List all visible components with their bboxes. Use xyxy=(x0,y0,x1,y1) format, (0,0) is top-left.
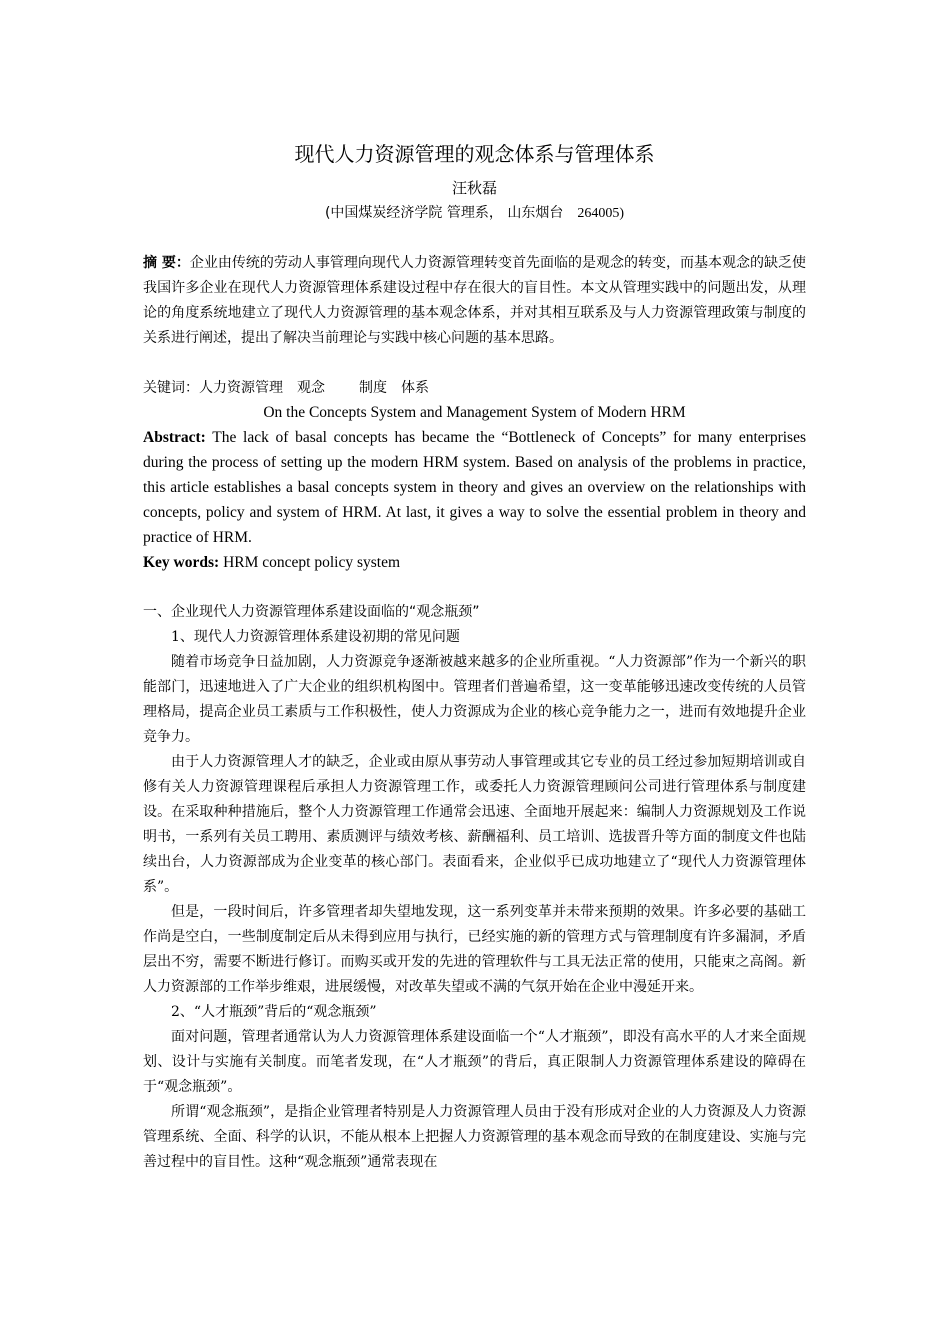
affiliation xyxy=(143,202,806,222)
subsection-1-heading: 1、现代人力资源管理体系建设初期的常见问题 xyxy=(171,629,460,645)
abstract-zh-label: 摘 要： xyxy=(143,255,190,271)
keyword-4: 体系 xyxy=(401,380,429,396)
keyword-2: 观念 xyxy=(297,380,325,396)
section-1-heading: 一、企业现代人力资源管理体系建设面临的“观念瓶颈” xyxy=(143,604,480,620)
postal-code: 264005) xyxy=(577,206,625,221)
paper-title: 现代人力资源管理的观念体系与管理体系 xyxy=(294,142,655,166)
abstract-zh xyxy=(143,251,806,351)
keywords-en xyxy=(143,550,806,575)
paragraph-3: 但是，一段时间后，许多管理者却失望地发现，这一系列变革并未带来预期的效果。许多必要的基础工作尚是空白，一些制度制定后从未得到应用与执行，已经实施的新的管理方式与管理制度有许多漏洞，矛盾层出不穷，需要不断进行修订。而购买或开发的先进的管理软件与工具无法正常的使用，只能束之高阁。新人力资源部的工作举步维艰，进展缓慢，对改革失望或不满的气氛开始在企业中漫延开来。 xyxy=(143,904,806,995)
paragraph-2: 由于人力资源管理人才的缺乏，企业或由原从事劳动人事管理或其它专业的员工经过参加短期培训或自修有关人力资源管理课程后承担人力资源管理工作，或委托人力资源管理顾问公司进行管理体系与制度建设。在采取种种措施后，整个人力资源管理工作通常会迅速、全面地开展起来：编制人力资源规划及工作说明书，一系列有关员工聘用、素质测评与绩效考核、薪酬福利、员工培训、选拔晋升等方面的制度文件也陆续出台，人力资源部成为企业变革的核心部门。表面看来，企业似乎已成功地建立了“现代人力资源管理体系”。 xyxy=(143,754,806,895)
paragraph-4: 面对问题，管理者通常认为人力资源管理体系建设面临一个“人才瓶颈”，即没有高水平的人才来全面规划、设计与实施有关制度。而笔者发现，在“人才瓶颈”的背后，真正限制人力资源管理体系建设的障碍在于“观念瓶颈”。 xyxy=(143,1029,806,1095)
affiliation-text: (中国煤炭经济学院 管理系， 山东烟台 xyxy=(324,205,564,221)
keywords-en-text: HRM concept policy system xyxy=(219,554,401,571)
section-1 xyxy=(143,600,806,1175)
subsection-2-heading: 2、“人才瓶颈”背后的“观念瓶颈” xyxy=(171,1004,377,1020)
keywords-en-label: Key words: xyxy=(143,554,220,571)
keyword-1: 人力资源管理 xyxy=(199,380,283,396)
abstract-en xyxy=(143,425,806,550)
keyword-3: 制度 xyxy=(359,380,387,396)
paragraph-5: 所谓“观念瓶颈”，是指企业管理者特别是人力资源管理人员由于没有形成对企业的人力资源及人力资源管理系统、全面、科学的认识，不能从根本上把握人力资源管理的基本观念而导致的在制度建设、实施与完善过程中的盲目性。这种“观念瓶颈”通常表现在 xyxy=(143,1104,806,1170)
paragraph-1: 随着市场竞争日益加剧，人力资源竞争逐渐被越来越多的企业所重视。“人力资源部”作为一个新兴的职能部门，迅速地进入了广大企业的组织机构图中。管理者们普遍希望，这一变革能够迅速改变传统的人员管理格局，提高企业员工素质与工作积极性，使人力资源成为企业的核心竞争能力之一，进而有效地提升企业竞争力。 xyxy=(143,654,806,745)
abstract-en-text: The lack of basal concepts has became the “Bottleneck of Concepts” for many enterprises during the process of setting up the modern HRM system. Based on analysis of the problems in practice, this article establishes a basal concepts system in theory and gives an overview on the relationships with concepts, policy and system of HRM. At last, it gives a way to solve the essential problem in theory and practice of HRM. xyxy=(143,429,806,546)
title-en: On the Concepts System and Management System of Modern HRM xyxy=(263,404,686,421)
author-name: 汪秋磊 xyxy=(451,179,497,197)
abstract-zh-text: 企业由传统的劳动人事管理向现代人力资源管理转变首先面临的是观念的转变，而基本观念的缺乏使我国许多企业在现代人力资源管理体系建设过程中存在很大的盲目性。本文从管理实践中的问题出发，从理论的角度系统地建立了现代人力资源管理的基本观念体系，并对其相互联系及与人力资源管理政策与制度的关系进行阐述，提出了解决当前理论与实践中核心问题的基本思路。 xyxy=(143,255,807,346)
keywords-zh xyxy=(143,376,806,401)
abstract-en-label: Abstract: xyxy=(143,429,206,446)
keywords-zh-label: 关键词： xyxy=(143,380,199,396)
